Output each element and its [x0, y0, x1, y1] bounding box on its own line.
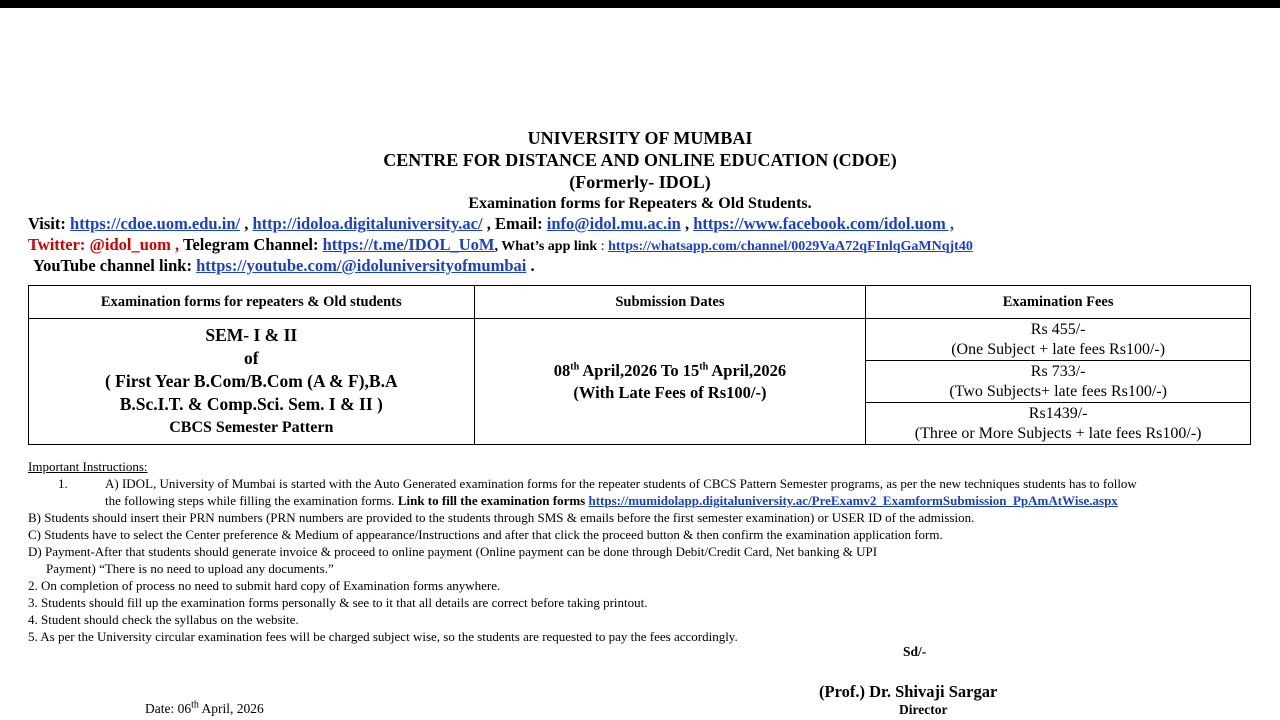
exam-form-link[interactable]: https://mumidolapp.digitaluniversity.ac/PreExamv2_ExamformSubmission_PpAmAtWise.aspx	[588, 493, 1118, 508]
important-instructions	[28, 458, 1253, 645]
date-label: Date: 06	[145, 701, 192, 716]
document-date	[145, 701, 264, 717]
date-day-suffix: th	[191, 699, 199, 711]
instructions-heading	[28, 458, 1253, 475]
instruction-4: 4. Student should check the syllabus on the website.	[28, 612, 299, 627]
fee-cell-one-subject	[866, 319, 1251, 361]
instructions-heading-text: Important Instructions:	[28, 459, 148, 474]
late-fees-note: (With Late Fees of Rs100/-)	[573, 382, 767, 402]
instruction-c: C) Students have to select the Center preference & Medium of appearance/Instructions and after that click the proceed button & then confirm the examination application form.	[28, 527, 943, 542]
youtube-label: YouTube channel link:	[33, 256, 197, 275]
submission-dates-cell	[474, 319, 866, 445]
semester-title: SEM- I & II	[205, 325, 298, 345]
top-black-bar	[0, 0, 1280, 8]
semester-pattern: CBCS Semester Pattern	[169, 419, 334, 436]
submission-date-range	[475, 360, 866, 382]
fee-description: (Three or More Subjects + late fees Rs100/-)	[914, 424, 1202, 442]
exam-form-link-label: Link to fill the examination forms	[397, 493, 589, 508]
examination-table	[28, 285, 1251, 445]
fee-amount: Rs1439/-	[1028, 404, 1088, 422]
instruction-1a-line2	[28, 492, 1253, 509]
column-header-forms: Examination forms for repeaters & Old students	[29, 286, 475, 319]
email-label: , Email:	[482, 214, 547, 233]
semester-cell	[29, 319, 475, 445]
formerly-name: (Formerly- IDOL)	[569, 172, 711, 192]
youtube-trail: .	[526, 256, 535, 275]
start-day-suffix: th	[570, 361, 580, 372]
start-day: 08	[553, 360, 571, 380]
table-row	[29, 319, 1251, 361]
university-name: UNIVERSITY OF MUMBAI	[527, 128, 753, 148]
instruction-2: 2. On completion of process no need to submit hard copy of Examination forms anywhere.	[28, 578, 501, 593]
instruction-d-cont: Payment) “There is no need to upload any documents.”	[46, 561, 334, 576]
column-header-fees: Examination Fees	[866, 286, 1251, 319]
instruction-1a-line1: A) IDOL, University of Mumbai is started with the Auto Generated examination forms for the repeater students of CBCS Pattern Semester programs, as per the new techniques students has to follow	[105, 476, 1137, 491]
signatory-name: (Prof.) Dr. Shivaji Sargar	[819, 682, 998, 701]
youtube-line	[33, 256, 535, 276]
instruction-b: B) Students should insert their PRN numbers (PRN numbers are provided to the students through SMS & emails before the first semester examination) or USER ID of the admission.	[28, 510, 975, 525]
semester-courses: ( First Year B.Com/B.Com (A & F),B.A	[104, 371, 398, 391]
instruction-3: 3. Students should fill up the examination forms personally & see to it that all details are correct before taking printout.	[28, 595, 648, 610]
cdoe-website-link[interactable]: https://cdoe.uom.edu.in/	[70, 214, 241, 233]
column-header-dates: Submission Dates	[474, 286, 866, 319]
instruction-5: 5. As per the University circular examination fees will be charged subject wise, so the students are requested to pay the fees accordingly.	[28, 629, 738, 644]
idoloa-website-link[interactable]: http://idoloa.digitaluniversity.ac/	[252, 214, 483, 233]
social-line	[28, 235, 973, 255]
twitter-handle: Twitter: @idol_uom ,	[28, 235, 180, 254]
semester-of: of	[244, 348, 259, 368]
separator: ,	[240, 214, 253, 233]
date-range-middle: April,2026 To 15	[579, 360, 700, 380]
end-day-suffix: th	[699, 361, 709, 372]
telegram-label: Telegram Channel:	[179, 235, 323, 254]
fee-cell-three-subjects	[866, 403, 1251, 445]
separator: ,	[680, 214, 694, 233]
signature-sd: Sd/-	[903, 644, 927, 659]
telegram-link[interactable]: https://t.me/IDOL_UoM	[322, 235, 495, 254]
instruction-d: D) Payment-After that students should generate invoice & proceed to online payment (Online payment can be done through Debit/Credit Card, Net banking & UPI	[28, 544, 878, 559]
table-header-row	[29, 286, 1251, 319]
signatory-title: Director	[899, 702, 948, 717]
document-header	[0, 127, 1280, 215]
youtube-link[interactable]: https://youtube.com/@idoluniversityofmumbai	[196, 256, 527, 275]
instruction-number-1: 1.	[58, 476, 68, 491]
fee-description: (One Subject + late fees Rs100/-)	[951, 340, 1166, 358]
email-link[interactable]: info@idol.mu.ac.in	[546, 214, 681, 233]
whatsapp-colon: :	[597, 239, 609, 254]
visit-label: Visit:	[28, 214, 71, 233]
whatsapp-link[interactable]: https://whatsapp.com/channel/0029VaA72qFInlqGaMNqjt40	[608, 239, 973, 254]
date-range-end: April,2026	[708, 360, 787, 380]
fee-amount: Rs 733/-	[1030, 362, 1086, 380]
semester-courses-2: B.Sc.I.T. & Comp.Sci. Sem. I & II )	[119, 394, 383, 414]
fee-cell-two-subjects	[866, 361, 1251, 403]
facebook-trail: ,	[945, 214, 955, 233]
facebook-link[interactable]: https://www.facebook.com/idol.uom	[693, 214, 946, 233]
fee-description: (Two Subjects+ late fees Rs100/-)	[949, 382, 1167, 400]
date-rest: April, 2026	[198, 701, 264, 716]
instruction-1a	[28, 475, 1253, 492]
fee-amount: Rs 455/-	[1030, 320, 1086, 338]
document-subtitle: Examination forms for Repeaters & Old Students.	[468, 195, 812, 212]
visit-line	[28, 214, 954, 234]
instruction-1a-text2: the following steps while filling the examination forms.	[105, 493, 398, 508]
whatsapp-label: , What’s app link	[494, 239, 598, 254]
centre-name: CENTRE FOR DISTANCE AND ONLINE EDUCATION (CDOE)	[383, 150, 897, 170]
